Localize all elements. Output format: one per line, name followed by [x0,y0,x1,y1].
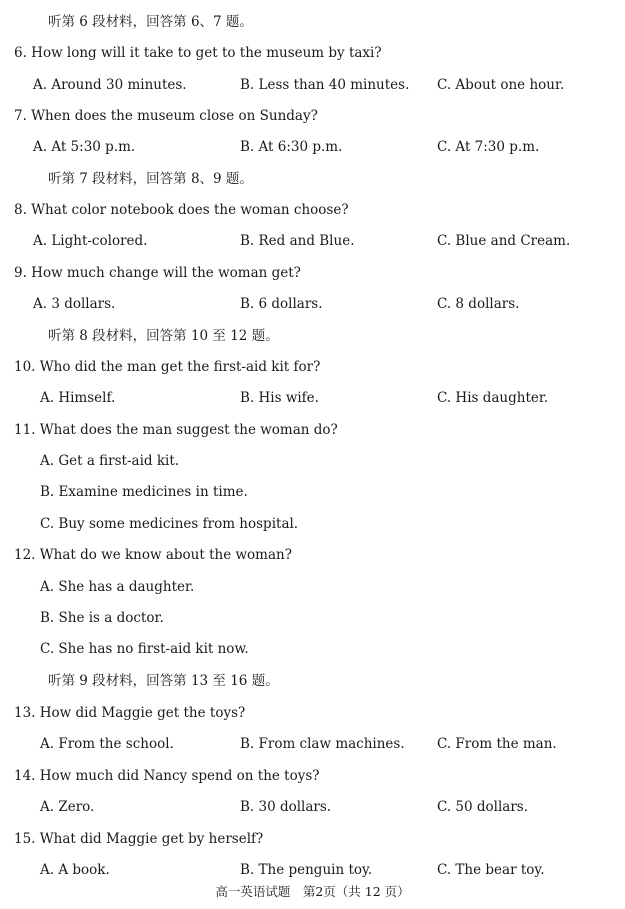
section-7-instruction: 听第 7 段材料，回答第 8、9 题。 [48,171,253,187]
question-7: 7. When does the museum close on Sunday? [14,108,318,124]
option-8c: C. Blue and Cream. [437,233,571,249]
option-10c: C. His daughter. [437,390,549,406]
option-14a: A. Zero. [40,799,95,815]
option-14c: C. 50 dollars. [437,799,529,815]
option-15b: B. The penguin toy. [240,862,373,878]
option-13b: B. From claw machines. [240,736,405,752]
option-10b: B. His wife. [240,390,319,406]
question-12: 12. What do we know about the woman? [14,547,292,563]
question-15-options [0,859,625,881]
question-11: 11. What does the man suggest the woman do? [14,422,338,438]
question-9: 9. How much change will the woman get? [14,265,301,281]
option-7a: A. At 5:30 p.m. [33,139,136,155]
option-6b: B. Less than 40 minutes. [240,77,410,93]
option-11a: A. Get a first-aid kit. [40,453,180,469]
question-13-options [0,733,625,755]
question-8: 8. What color notebook does the woman choose? [14,202,349,218]
question-6-options [0,74,625,96]
question-7-options [0,136,625,158]
page-footer: 高一英语试题 第2页（共 12 页） [215,884,410,899]
option-12b: B. She is a doctor. [40,610,164,626]
option-6a: A. Around 30 minutes. [33,77,187,93]
option-7b: B. At 6:30 p.m. [240,139,343,155]
option-11c: C. Buy some medicines from hospital. [40,516,299,532]
question-6: 6. How long will it take to get to the museum by taxi? [14,45,382,61]
question-13: 13. How did Maggie get the toys? [14,705,246,721]
option-9c: C. 8 dollars. [437,296,520,312]
option-15a: A. A book. [40,862,110,878]
question-14-options [0,796,625,818]
question-15: 15. What did Maggie get by herself? [14,831,264,847]
question-10: 10. Who did the man get the first-aid kit for? [14,359,321,375]
question-10-options [0,387,625,409]
option-13a: A. From the school. [40,736,174,752]
option-9a: A. 3 dollars. [33,296,116,312]
option-13c: C. From the man. [437,736,557,752]
option-11b: B. Examine medicines in time. [40,484,248,500]
option-6c: C. About one hour. [437,77,565,93]
section-8-instruction: 听第 8 段材料，回答第 10 至 12 题。 [48,328,279,344]
option-15c: C. The bear toy. [437,862,545,878]
question-9-options [0,293,625,315]
option-12c: C. She has no first-aid kit now. [40,641,249,657]
option-7c: C. At 7:30 p.m. [437,139,540,155]
question-8-options [0,230,625,252]
option-8a: A. Light-colored. [33,233,148,249]
option-9b: B. 6 dollars. [240,296,323,312]
option-12a: A. She has a daughter. [40,579,195,595]
option-10a: A. Himself. [40,390,116,406]
section-9-instruction: 听第 9 段材料，回答第 13 至 16 题。 [48,673,279,689]
option-14b: B. 30 dollars. [240,799,332,815]
section-6-instruction: 听第 6 段材料，回答第 6、7 题。 [48,14,253,30]
question-14: 14. How much did Nancy spend on the toys? [14,768,320,784]
option-8b: B. Red and Blue. [240,233,355,249]
